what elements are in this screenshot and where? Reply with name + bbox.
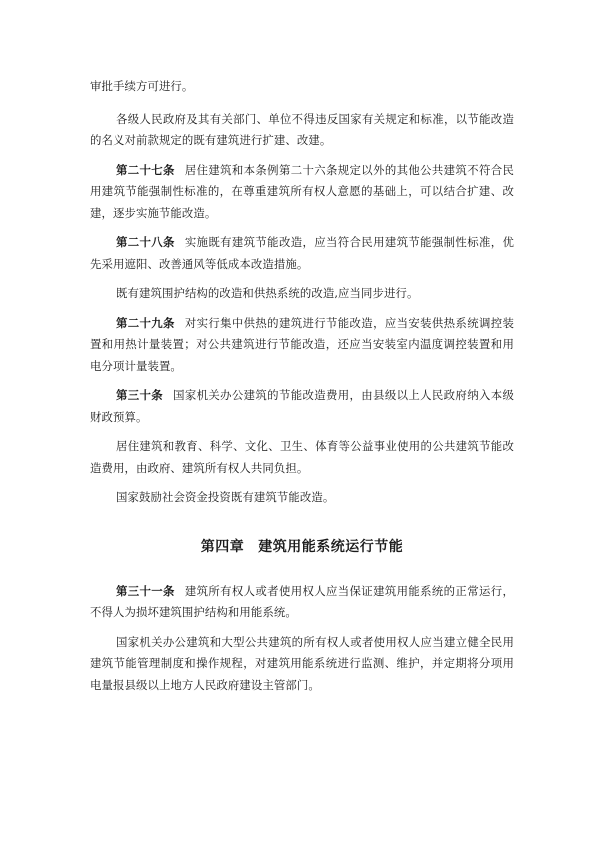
paragraph bbox=[90, 581, 514, 624]
continuation-paragraph: 审批手续方可进行。 bbox=[90, 79, 194, 93]
paragraph-text: 实施既有建筑节能改造，应当符合民用建筑节能强制性标准，优先采用遮阳、改善通风等低成本改造措施。 bbox=[90, 235, 514, 271]
paragraph-text: 居住建筑和教育、科学、文化、卫生、体育等公益事业使用的公共建筑节能改造费用，由政府、建筑所有权人共同负担。 bbox=[90, 439, 514, 475]
section-before-chapter bbox=[90, 109, 514, 509]
paragraph-text: 建筑所有权人或者使用权人应当保证建筑用能系统的正常运行，不得人为损坏建筑围护结构和用能系统。 bbox=[90, 583, 514, 619]
article-number: 第二十八条 bbox=[116, 235, 175, 249]
paragraph-text: 既有建筑围护结构的改造和供热系统的改造,应当同步进行。 bbox=[116, 286, 419, 300]
paragraph bbox=[90, 487, 514, 509]
paragraph-text: 对实行集中供热的建筑进行节能改造，应当安装供热系统调控装置和用热计量装置；对公共建筑进行节能改造，还应当安装室内温度调控装置和用电分项计量装置。 bbox=[90, 315, 514, 373]
section-after-chapter bbox=[90, 581, 514, 697]
paragraph-text: 国家机关办公建筑的节能改造费用，由县级以上人民政府纳入本级财政预算。 bbox=[90, 388, 514, 424]
chapter-heading bbox=[90, 537, 514, 557]
paragraph bbox=[90, 436, 514, 479]
chapter-title: 建筑用能系统运行节能 bbox=[258, 538, 404, 555]
paragraph bbox=[90, 313, 514, 378]
article-number: 第三十条 bbox=[116, 388, 164, 402]
article-number: 第二十九条 bbox=[116, 315, 175, 330]
document-body bbox=[90, 76, 514, 704]
paragraph bbox=[90, 160, 514, 225]
paragraph-text: 国家机关办公建筑和大型公共建筑的所有权人或者使用权人应当建立健全民用建筑节能管理制度和操作规程，对建筑用能系统进行监测、维护，并定期将分项用电量报县级以上地方人民政府建设主管部门。 bbox=[90, 634, 514, 692]
paragraph bbox=[90, 232, 514, 275]
paragraph bbox=[90, 632, 514, 697]
paragraph bbox=[90, 109, 514, 152]
chapter-number: 第四章 bbox=[200, 538, 245, 555]
paragraph-text: 国家鼓励社会资金投资既有建筑节能改造。 bbox=[116, 490, 335, 504]
paragraph bbox=[90, 283, 514, 305]
paragraph bbox=[90, 385, 514, 428]
paragraph-text: 各级人民政府及其有关部门、单位不得违反国家有关规定和标准，以节能改造的名义对前款规定的既有建筑进行扩建、改建。 bbox=[90, 111, 514, 147]
article-number: 第三十一条 bbox=[116, 583, 175, 598]
paragraph-text: 居住建筑和本条例第二十六条规定以外的其他公共建筑不符合民用建筑节能强制性标准的，在尊重建筑所有权人意愿的基础上，可以结合扩建、改建，逐步实施节能改造。 bbox=[90, 162, 514, 220]
article-number: 第二十七条 bbox=[116, 162, 175, 177]
